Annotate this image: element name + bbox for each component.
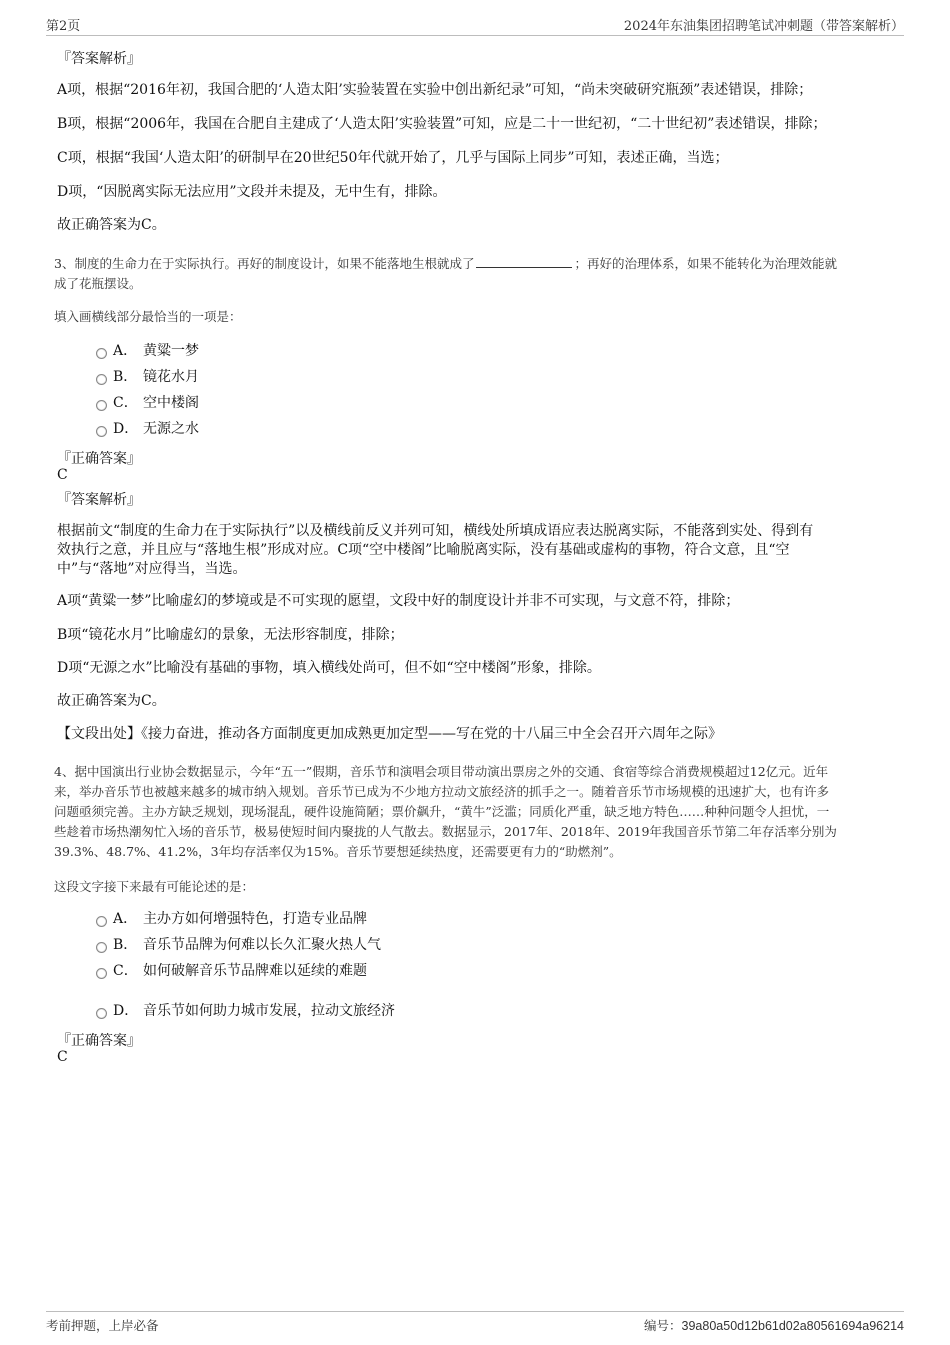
option-letter: C． <box>113 963 138 979</box>
stem-line: 来，举办音乐节也被越来越多的城市纳入规划。音乐节已成为不少地方拉动文旅经济的抓手之一。随着音乐节市场规模的迅速扩大，也有许多 <box>54 784 830 799</box>
q2-analysis-b: B项，根据“2006年，我国在合肥自主建成了‘人造太阳’实验装置”可知，应是二十一世纪初，“二十世纪初”表述错误，排除； <box>57 116 827 132</box>
option-text: 黄粱一梦 <box>143 343 199 359</box>
radio-icon[interactable] <box>96 348 107 359</box>
q3-option-b[interactable] <box>96 367 199 387</box>
option-text: 无源之水 <box>143 421 199 437</box>
q4-answer: C <box>57 1049 68 1065</box>
analysis-line: 中”与“落地”对应得当，当选。 <box>57 561 247 577</box>
option-letter: D． <box>113 421 139 437</box>
code-value: 39a80a50d12b61d02a80561694a96214 <box>681 1319 904 1333</box>
option-text: 主办方如何增强特色，打造专业品牌 <box>143 911 367 927</box>
stem-line: 些趁着市场热潮匆忙入场的音乐节，极易使短时间内聚拢的人气散去。数据显示，2017年、2018年、2019年我国音乐节第二年存活率分别为 <box>54 824 837 839</box>
q3-analysis-main <box>57 522 887 579</box>
radio-icon[interactable] <box>96 400 107 411</box>
document-code <box>644 1316 904 1334</box>
q3-answer-label: 『正确答案』 <box>57 451 141 467</box>
q4-answer-label: 『正确答案』 <box>57 1033 141 1049</box>
q3-source: 【文段出处】《接力奋进，推动各方面制度更加成熟更加定型——写在党的十八届三中全会召开六周年之际》 <box>57 726 722 742</box>
option-text: 音乐节品牌为何难以长久汇聚火热人气 <box>143 937 381 953</box>
q3-stem-part2: ；再好的治理体系，如果不能转化为治理效能就 <box>574 256 837 271</box>
option-text: 音乐节如何助力城市发展，拉动文旅经济 <box>143 1003 395 1019</box>
document-title: 2024年东油集团招聘笔试冲刺题（带答案解析） <box>623 19 904 34</box>
q3-answer: C <box>57 467 68 483</box>
q3-option-d[interactable] <box>96 419 199 439</box>
option-letter: A． <box>113 911 138 927</box>
radio-icon[interactable] <box>96 1008 107 1019</box>
stem-line: 4、据中国演出行业协会数据显示，今年“五一”假期，音乐节和演唱会项目带动演出票房之外的交通、食宿等综合消费规模超过12亿元。近年 <box>54 764 829 779</box>
q2-conclusion: 故正确答案为C。 <box>57 217 166 233</box>
q3-analysis-d: D项“无源之水”比喻没有基础的事物，填入横线处尚可，但不如“空中楼阁”形象，排除。 <box>57 660 601 676</box>
q2-analysis-d: D项，“因脱离实际无法应用”文段并未提及，无中生有，排除。 <box>57 184 447 200</box>
q3-blank <box>476 254 572 268</box>
page-header <box>46 13 904 36</box>
stem-line: 39.3%、48.7%、41.2%，3年均存活率仅为15%。音乐节要想延续热度，还需要更有力的“助燃剂”。 <box>54 844 622 859</box>
q4-option-b[interactable] <box>96 935 381 955</box>
option-text: 镜花水月 <box>143 369 199 385</box>
option-letter: B． <box>113 369 138 385</box>
q2-analysis-a: A项，根据“2016年初，我国合肥的‘人造太阳’实验装置在实验中创出新纪录”可知，“尚未突破研究瓶颈”表述错误，排除； <box>57 82 813 98</box>
q2-analysis-label: 『答案解析』 <box>57 51 141 67</box>
q4-prompt: 这段文字接下来最有可能论述的是： <box>54 879 255 894</box>
q3-stem-part1: 3、制度的生命力在于实际执行。再好的制度设计，如果不能落地生根就成了 <box>54 256 475 271</box>
option-text: 空中楼阁 <box>143 395 199 411</box>
q4-option-c[interactable] <box>96 961 367 981</box>
q3-prompt: 填入画横线部分最恰当的一项是： <box>54 309 242 324</box>
q3-option-a[interactable] <box>96 341 199 361</box>
q3-analysis-label: 『答案解析』 <box>57 492 141 508</box>
stem-line: 问题亟须完善。主办方缺乏规划，现场混乱，硬件设施简陋；票价飙升，“黄牛”泛滥；同质化严重，缺乏地方特色……种种问题令人担忧，一 <box>54 804 830 819</box>
radio-icon[interactable] <box>96 942 107 953</box>
q2-analysis-c: C项，根据“我国‘人造太阳’的研制早在20世纪50年代就开始了，几乎与国际上同步”可知，表述正确，当选； <box>57 150 729 166</box>
q4-stem <box>54 762 890 862</box>
option-letter: A． <box>113 343 138 359</box>
radio-icon[interactable] <box>96 374 107 385</box>
code-label: 编号： <box>644 1318 682 1333</box>
q4-option-a[interactable] <box>96 909 367 929</box>
radio-icon[interactable] <box>96 968 107 979</box>
q3-analysis-a: A项“黄粱一梦”比喻虚幻的梦境或是不可实现的愿望，文段中好的制度设计并非不可实现，与文意不符，排除； <box>57 593 740 609</box>
q3-option-c[interactable] <box>96 393 199 413</box>
option-letter: B． <box>113 937 138 953</box>
option-letter: C． <box>113 395 138 411</box>
q4-option-d[interactable] <box>96 1001 395 1021</box>
q3-stem <box>54 254 890 294</box>
radio-icon[interactable] <box>96 426 107 437</box>
q3-analysis-b: B项“镜花水月”比喻虚幻的景象，无法形容制度，排除； <box>57 627 404 643</box>
page-footer <box>46 1311 904 1338</box>
q3-stem-line2: 成了花瓶摆设。 <box>54 276 142 291</box>
analysis-line: 效执行之意，并且应与“落地生根”形成对应。C项“空中楼阁”比喻脱离实际，没有基础或虚构的事物，符合文意，且“空 <box>57 542 790 558</box>
page-number: 第2页 <box>46 19 81 34</box>
option-text: 如何破解音乐节品牌难以延续的难题 <box>143 963 367 979</box>
analysis-line: 根据前文“制度的生命力在于实际执行”以及横线前反义并列可知，横线处所填成语应表达脱离实际，不能落到实处、得到有 <box>57 523 814 539</box>
footer-slogan: 考前押题，上岸必备 <box>46 1318 159 1333</box>
option-letter: D． <box>113 1003 139 1019</box>
radio-icon[interactable] <box>96 916 107 927</box>
q3-conclusion: 故正确答案为C。 <box>57 693 166 709</box>
